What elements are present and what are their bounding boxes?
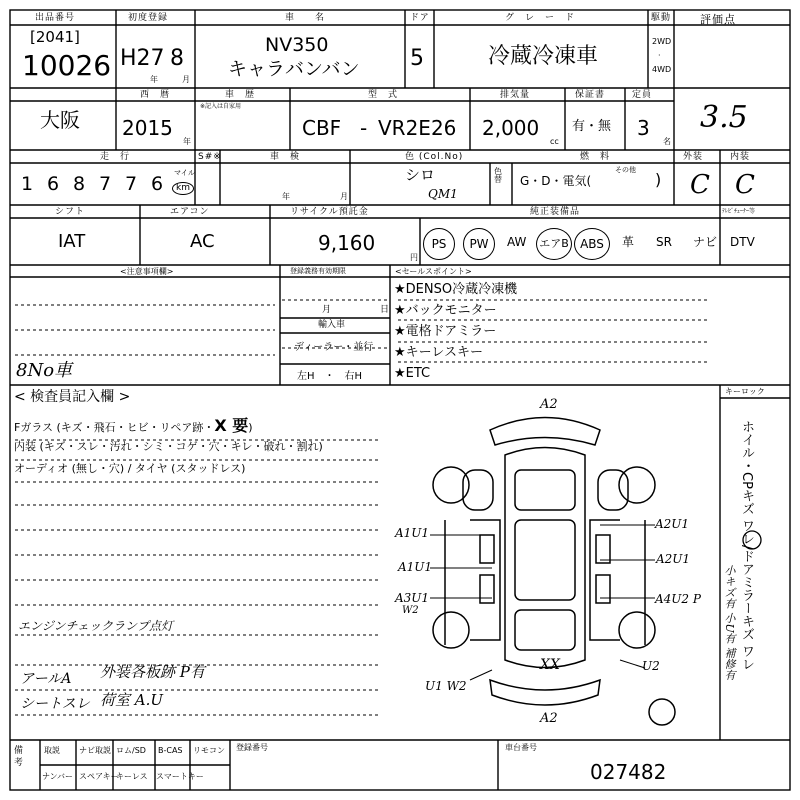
grade-label: グ レ ー ド [505, 13, 576, 23]
fuel-close: ) [655, 170, 662, 189]
reg-expiry-month: 月 [322, 305, 332, 315]
displacement: 2,000 [482, 116, 540, 140]
footer-item: キーレス [116, 772, 148, 781]
model-code: VR2E26 [378, 116, 457, 140]
sales-point: ★DENSO冷蔵冷凍機 [394, 282, 518, 297]
damage-mark: U1 W2 [425, 679, 467, 693]
exterior-label: 外装 [683, 152, 704, 162]
footer-item: 取説 [44, 746, 60, 755]
damage-mark: A2U1 [655, 517, 690, 531]
reg-no-label: 登録番号 [236, 743, 268, 752]
western-label: 西 暦 [140, 90, 171, 100]
era-year: H27 [120, 46, 165, 71]
equipment-label: 純正装備品 [530, 207, 581, 217]
color: シロ [405, 166, 436, 184]
notes-handwritten: 8No車 [16, 360, 73, 381]
displacement-label: 排気量 [500, 90, 531, 100]
footer-item: スペアキー [79, 772, 119, 781]
car-name-2: キャラバンバン [228, 58, 360, 80]
glass-suffix: ) [248, 421, 253, 434]
mile-label: マイル [174, 169, 195, 177]
sno-label: S#※ [198, 152, 222, 162]
equip-leather: 革 [622, 235, 635, 249]
damage-mark: A1U1 [398, 560, 433, 574]
cc-unit: cc [550, 137, 559, 146]
mileage-label: 走 行 [100, 152, 131, 162]
history-label: 車 歴 [225, 90, 256, 100]
yen-unit: 円 [410, 253, 418, 262]
model-label: 型 式 [368, 90, 399, 100]
steering: 左H ・ 右H [297, 371, 363, 382]
footer-item: ロム/SD [116, 746, 146, 755]
footer-item: ナビ取説 [79, 746, 111, 755]
color-label: 色 (Col.No) [405, 152, 464, 162]
score-label: 評価点 [700, 13, 736, 26]
grade: 冷蔵冷凍車 [488, 44, 599, 69]
damage-mark: A3U1 [395, 591, 430, 605]
inspector-title: < 検査員記入欄 > [14, 389, 131, 405]
western-unit: 年 [183, 137, 191, 146]
warranty: 有・無 [572, 119, 612, 134]
interior: C [735, 170, 755, 200]
mileage-digit: 1 [20, 173, 34, 195]
fuel-options: G・D・電気( [520, 174, 592, 188]
door-label: ドア [410, 13, 430, 23]
lot-number: 10026 [22, 49, 112, 82]
damage-mark: U2 [642, 659, 660, 673]
chassis-number: 027482 [590, 760, 667, 784]
fuel-other: その他 [615, 166, 636, 174]
sales-point: ★バックモニター [394, 303, 497, 318]
drive-label: 駆動 [651, 13, 672, 23]
model-dash: - [360, 116, 368, 140]
mileage-digit: 6 [150, 173, 164, 195]
inspector-interior-line: 内装 (キズ・スレ・汚れ・シミ・コゲ・穴・キレ・破れ・割れ) [14, 440, 323, 453]
doors: 5 [410, 46, 424, 71]
mileage-digit: 7 [98, 173, 112, 195]
km-label: km [172, 182, 194, 195]
damage-mark: A2U1 [656, 552, 691, 566]
inspection-year-unit: 年 [282, 192, 290, 201]
key-lock-label: キーロック [725, 387, 765, 396]
glass-mark: X 要 [214, 416, 249, 435]
import-label: 輸入車 [318, 320, 346, 330]
hand-note-3b: 荷室 A.U [100, 691, 164, 709]
hand-note-2b: 外装各板跡 P有 [100, 663, 205, 681]
hand-note-2a: アールA [20, 671, 72, 687]
damage-mark: A4U2 P [655, 592, 701, 606]
model-prefix: CBF [302, 116, 342, 140]
exterior: C [690, 170, 710, 200]
side-note: ホイル・CPキズ ワレ/ドアミラーキズ ワレ [739, 420, 754, 671]
side-note-2: 小キズ有 小U有 補修有 [723, 565, 736, 681]
equip-dtv: DTV [730, 235, 755, 249]
lot-sub: [2041] [30, 28, 80, 46]
capacity: 3 [637, 116, 650, 140]
damage-mark: A2 [540, 711, 558, 726]
sales-point: ★キーレスキー [394, 345, 484, 360]
lot-label: 出品番号 [35, 13, 76, 23]
footer-item: ナンバー [42, 772, 74, 781]
inspection-label: 車 検 [270, 152, 301, 162]
equip-abs: ABS [574, 228, 610, 260]
hand-note-3a: シートスレ [20, 696, 90, 712]
equip-sr: SR [656, 235, 672, 249]
fuel-label: 燃 料 [580, 152, 611, 162]
mileage-digit: 6 [46, 173, 60, 195]
footer-item: B-CAS [158, 746, 183, 755]
color-change: 色替 [494, 167, 502, 184]
sales-point: ★電格ドアミラー [394, 324, 497, 339]
year-unit: 年 [150, 75, 158, 84]
car-name-label: 車 名 [285, 13, 326, 23]
sales-point: ★ETC [394, 366, 431, 381]
warranty-label: 保証書 [575, 90, 606, 100]
chassis-label: 車台番号 [505, 743, 537, 752]
equip-airbag: エアB [536, 228, 572, 260]
ac-label: エアコン [170, 207, 210, 217]
footer-item: スマートキー [156, 772, 204, 781]
reg-expiry-day: 日 [380, 305, 390, 315]
damage-mark: W2 [402, 605, 419, 616]
ac: AC [190, 231, 215, 252]
inspection-month-unit: 月 [340, 192, 348, 201]
mileage-digits [14, 173, 170, 195]
color-code: QM1 [428, 187, 458, 201]
inspector-glass-line [14, 418, 253, 434]
car-name-1: NV350 [265, 34, 329, 56]
region: 大阪 [40, 108, 80, 132]
score: 3.5 [700, 100, 748, 135]
capacity-label: 定員 [632, 90, 653, 100]
hand-note-1: エンジンチェックランプ点灯 [18, 619, 174, 633]
first-reg-label: 初度登録 [128, 13, 169, 23]
damage-mark: A1U1 [395, 526, 430, 540]
mileage-digit: 7 [124, 173, 138, 195]
recycle-label: リサイクル預託金 [290, 207, 369, 217]
equip-navi: ナビ [693, 235, 718, 249]
history-note: ※記入は自家用 [200, 103, 242, 110]
shift-label: シフト [55, 207, 86, 217]
drive-2wd: 2WD [652, 37, 672, 46]
sales-label: <セールスポイント> [395, 267, 472, 276]
reg-expiry-label: 登録義務有効期限 [290, 267, 346, 275]
equip-ps: PS [423, 228, 455, 260]
recycle: 9,160 [318, 231, 376, 255]
equip-aw: AW [507, 235, 527, 249]
caution-label: <注意事項欄> [120, 267, 174, 276]
shift: IAT [58, 231, 86, 252]
dealer: ディーラー・並行 [294, 342, 374, 353]
inspector-audio-line: オーディオ (無し・穴) / タイヤ (スタッドレス) [14, 462, 246, 475]
western-year: 2015 [122, 116, 173, 140]
reg-month: 8 [170, 46, 184, 71]
drive-4wd: 4WD [652, 65, 672, 74]
remarks-label: 備考 [14, 746, 24, 768]
interior-label: 内装 [730, 152, 751, 162]
damage-mark: A2 [540, 397, 558, 412]
equip-pw: PW [463, 228, 495, 260]
tv-label: ﾃﾚﾋﾞﾁｭｰﾅｰ等 [722, 208, 756, 215]
damage-mark: XX [540, 657, 560, 673]
footer-item: リモコン [193, 746, 225, 755]
glass-prefix: Fガラス (キズ・飛石・ヒビ・リペア跡・ [14, 421, 215, 434]
month-unit: 月 [182, 75, 190, 84]
mileage-digit: 8 [72, 173, 86, 195]
capacity-unit: 名 [663, 137, 671, 146]
car-body-diagram [433, 418, 675, 726]
drive-sep: · [658, 51, 661, 60]
